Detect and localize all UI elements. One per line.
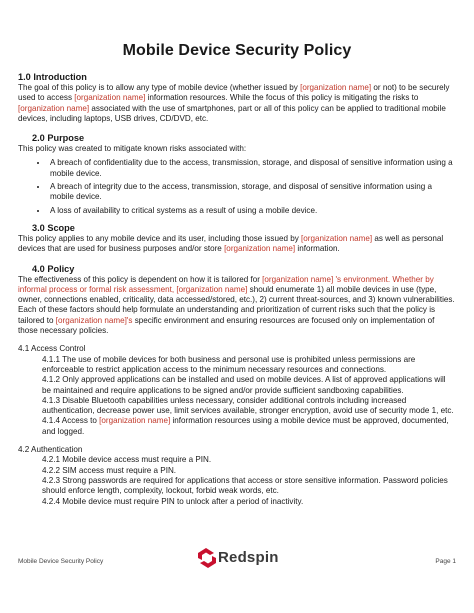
list-item: 4.2.4 Mobile device must require PIN to unlock after a period of inactivity. bbox=[42, 496, 304, 506]
policy-text-3b: 's bbox=[126, 315, 133, 325]
org-placeholder: [organization name] bbox=[74, 93, 146, 103]
section-heading-introduction: 1.0 Introduction bbox=[18, 72, 87, 82]
policy-text-2: 's environment. Whether by informal process or formal risk assessment, bbox=[18, 274, 434, 294]
subsection-heading-authentication: 4.2 Authentication bbox=[18, 445, 83, 455]
scope-text-2: as well as personal devices that are used for business purposes and/or store bbox=[18, 233, 444, 254]
purpose-paragraph: This policy was created to mitigate known risks associated with: bbox=[18, 144, 247, 154]
intro-text-4: associated with the use of smartphones, part or all of this policy can be applied to traditional mobile devices, including laptops, USB drives, CD/DVD, etc. bbox=[18, 103, 446, 123]
policy-text-1: The effectiveness of this policy is dependent on how it is tailored for bbox=[18, 274, 263, 284]
scope-text-1: This policy applies to any mobile device and its user, including those issued by bbox=[18, 233, 301, 243]
access-item-4-text-2: information resources using a mobile device must be approved, documented, and logged. bbox=[42, 416, 449, 436]
section-heading-policy: 4.0 Policy bbox=[32, 263, 75, 274]
intro-text-1: The goal of this policy is to allow any type of mobile device (whether issued by bbox=[18, 83, 301, 92]
introduction-paragraph bbox=[18, 83, 456, 124]
subsection-heading-access-control: 4.1 Access Control bbox=[18, 344, 86, 354]
policy-text-3: should enumerate 1) all mobile devices in use (type, owner, connections enabled, criticality, data accessed/stored, etc.), 2) current threat-sources, and 3) known vulnerabilities. Each of these factors should help formulate an understanding and prioritization of current risks such that the policy is tailored to bbox=[18, 284, 455, 325]
intro-text-3: information resources. While the focus of this policy is mitigating the risks to bbox=[145, 93, 419, 103]
logo-wordmark: Redspin bbox=[218, 549, 279, 566]
list-item: 4.2.1 Mobile device access must require a PIN. bbox=[42, 455, 212, 465]
org-placeholder: [organization name] bbox=[224, 244, 296, 254]
scope-text-3: information. bbox=[295, 244, 340, 254]
list-item: 4.2.2 SIM access must require a PIN. bbox=[42, 465, 177, 475]
footer-document-title: Mobile Device Security Policy bbox=[18, 558, 104, 565]
org-placeholder: [organization name] bbox=[176, 284, 248, 294]
page-number: Page 1 bbox=[435, 558, 456, 565]
purpose-bullet-list bbox=[18, 158, 456, 215]
list-item: 4.1.2 Only approved applications can be installed and used on mobile devices. A list of approved applications will be maintained and require applications to be signed and/or provide sufficient sandboxing capabilities. bbox=[42, 375, 446, 395]
list-item: • A loss of availability to critical systems as a result of using a mobile device. bbox=[48, 206, 456, 216]
org-placeholder: [organization name] bbox=[99, 416, 171, 426]
policy-text-4: specific environment and ensuring resources are focused only on implementation of those necessary policies. bbox=[18, 315, 435, 336]
redspin-logo bbox=[196, 546, 286, 572]
org-placeholder: [organization name] bbox=[262, 274, 334, 284]
org-placeholder: [organization name] bbox=[55, 315, 127, 325]
section-heading-scope: 3.0 Scope bbox=[32, 222, 75, 233]
redspin-logo-icon bbox=[196, 546, 218, 570]
policy-paragraph bbox=[18, 275, 456, 337]
org-placeholder: [organization name] bbox=[300, 83, 372, 92]
intro-text-2: or not) to be securely used to access bbox=[18, 83, 450, 103]
org-placeholder: [organization name] bbox=[301, 233, 373, 243]
list-item bbox=[18, 416, 456, 437]
list-item: 4.1.1 The use of mobile devices for both business and personal use is prohibited unless permissions are enforceable to restrict application access to the minimum necessary resources and connections. bbox=[42, 354, 416, 374]
page-title: Mobile Device Security Policy bbox=[122, 42, 352, 59]
document-body bbox=[18, 72, 456, 507]
section-heading-purpose: 2.0 Purpose bbox=[32, 133, 85, 144]
list-item: • A breach of confidentiality due to the access, transmission, storage, and disposal of sensitive information using a mobile device. bbox=[48, 158, 456, 179]
list-item: 4.1.3 Disable Bluetooth capabilities unless necessary, consider additional controls including increased authentication, decrease power use, limit services available, stronger encryption, avoid use of security mode 1, etc. bbox=[42, 395, 454, 416]
list-item: • A breach of integrity due to the access, transmission, storage, and disposal of sensitive information using a mobile device. bbox=[48, 182, 456, 203]
scope-paragraph bbox=[18, 234, 456, 255]
access-item-4-text-1: 4.1.4 Access to bbox=[42, 416, 100, 426]
org-placeholder: [organization name] bbox=[18, 103, 90, 113]
list-item: 4.2.3 Strong passwords are required for applications that access or store sensitive information. Password policies should enforce length, complexity, lockout, forbid weak words, etc. bbox=[42, 475, 448, 496]
